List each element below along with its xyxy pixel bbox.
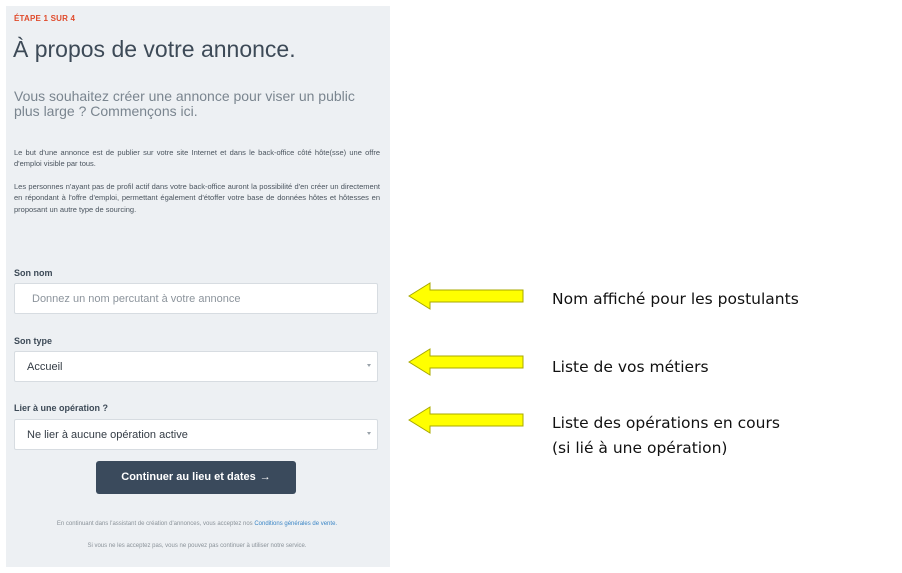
continue-button[interactable] — [96, 461, 296, 494]
page-subtitle: Vous souhaitez créer une annonce pour viser un public plus large ? Commençons ici. — [14, 88, 355, 119]
form-panel — [6, 6, 390, 567]
intro-paragraph-2: Les personnes n'ayant pas de profil actif dans votre back-office auront la possibilité d'en créer un directement en répondant à l'offre d'emploi, permettant également d'étoffer votre base de données hôtes et hôtesses en proposant un autre type de sourcing. — [14, 182, 380, 214]
annotation-arrow-left-icon — [408, 348, 524, 376]
chevron-down-icon — [367, 432, 371, 435]
arrow-right-icon: → — [259, 471, 271, 483]
intro-paragraph-1: Le but d'une annonce est de publier sur votre site Internet et dans le back-office côté hôte(sse) une offre d'emploi visible par tous. — [14, 148, 380, 169]
name-input[interactable] — [14, 283, 378, 314]
annotation-name-field: Nom affiché pour les postulants — [552, 290, 799, 308]
terms-notice-text: En continuant dans l'assistant de création d'annonces, vous acceptez nos — [56, 521, 255, 527]
annotation-operation-line2: (si lié à une opération) — [552, 439, 728, 457]
step-indicator: ÉTAPE 1 SUR 4 — [14, 14, 76, 23]
operation-select-value: Ne lier à aucune opération active — [27, 429, 188, 441]
page-title: À propos de votre annonce. — [13, 36, 296, 62]
continue-button-label: Continuer au lieu et dates — [121, 471, 256, 483]
terms-refusal-notice: Si vous ne les acceptez pas, vous ne pouvez pas continuer à utiliser notre service. — [87, 543, 307, 549]
terms-link[interactable]: Conditions générales de vente. — [254, 521, 338, 527]
annotation-operation-field — [552, 411, 780, 461]
type-label: Son type — [14, 336, 53, 346]
name-label: Son nom — [14, 268, 53, 278]
annotation-operation-line1: Liste des opérations en cours — [552, 414, 780, 432]
terms-notice — [14, 520, 380, 529]
operation-label: Lier à une opération ? — [14, 403, 109, 413]
operation-select[interactable] — [14, 419, 378, 450]
annotation-type-field: Liste de vos métiers — [552, 358, 709, 376]
annotation-arrow-left-icon — [408, 282, 524, 310]
type-select-value: Accueil — [27, 361, 63, 373]
annotation-arrow-left-icon — [408, 406, 524, 434]
chevron-down-icon — [367, 364, 371, 367]
name-input-placeholder: Donnez un nom percutant à votre annonce — [32, 293, 241, 305]
type-select[interactable] — [14, 351, 378, 382]
